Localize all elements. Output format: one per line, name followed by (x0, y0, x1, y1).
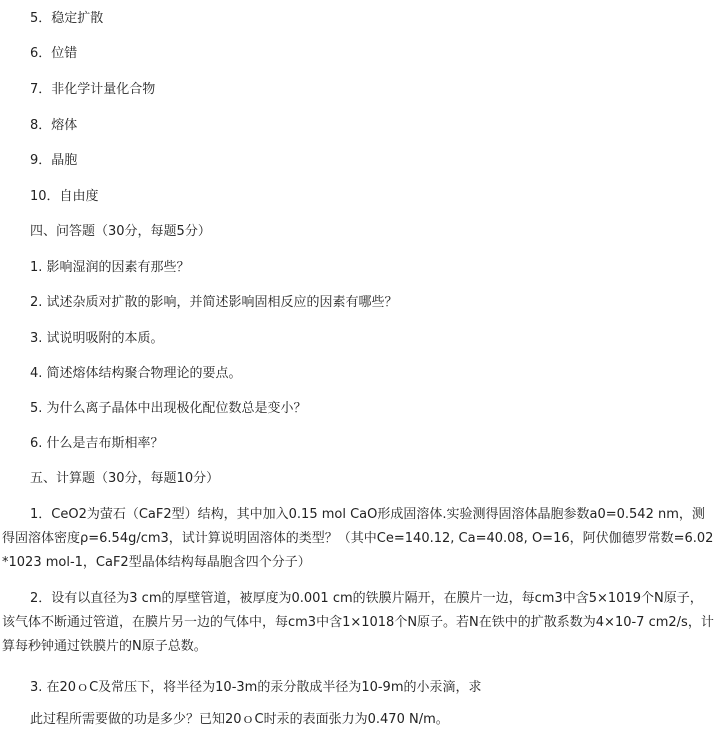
calc-problem-3-line-2: 此过程所需要做的功是多少？已知20ｏC时汞的表面张力为0.470 N/m。 (30, 712, 449, 727)
calc-problem-1: 1．CeO2为萤石（CaF2型）结构，其中加入0.15 mol CaO形成固溶体.实验测得固溶体晶胞参数a0=0.542 nm，测得固溶体密度ρ=6.54g/cm3，试计算说明固溶体的类型？（其中Ce=140.12, Ca=40.08, O=16，阿伏伽德罗常数=6.02*1023 mol-1，CaF2型晶体结构每晶胞含四个分子） (2, 507, 714, 570)
term-item-10: 10．自由度 (30, 189, 99, 204)
term-item-6: 6．位错 (30, 46, 78, 61)
section-5-heading: 五、计算题（30分，每题10分） (30, 471, 220, 486)
question-2: 2. 试述杂质对扩散的影响，并简述影响固相反应的因素有哪些？ (30, 295, 398, 310)
question-5: 5. 为什么离子晶体中出现极化配位数总是变小？ (30, 401, 307, 416)
question-1: 1. 影响湿润的因素有那些？ (30, 260, 190, 275)
question-4: 4. 简述熔体结构聚合物理论的要点。 (30, 366, 242, 381)
term-item-7: 7．非化学计量化合物 (30, 82, 156, 97)
question-6: 6. 什么是吉布斯相率？ (30, 436, 164, 451)
section-4-heading: 四、问答题（30分，每题5分） (30, 224, 211, 239)
question-3: 3. 试说明吸附的本质。 (30, 331, 164, 346)
term-item-5: 5．稳定扩散 (30, 11, 104, 26)
calc-problem-3-line-1: 3. 在20ｏC及常压下，将半径为10-3m的汞分散成半径为10-9m的小汞滴，求 (30, 680, 482, 695)
term-item-8: 8．熔体 (30, 118, 78, 133)
calc-problem-2: 2．设有以直径为3 cm的厚壁管道，被厚度为0.001 cm的铁膜片隔开，在膜片一边，每cm3中含5×1019个N原子，该气体不断通过管道，在膜片另一边的气体中，每cm3中含1×1018个N原子。若N在铁中的扩散系数为4×10-7 cm2/s，计算每秒钟通过铁膜片的N原子总数。 (2, 591, 714, 654)
term-item-9: 9．晶胞 (30, 153, 78, 168)
